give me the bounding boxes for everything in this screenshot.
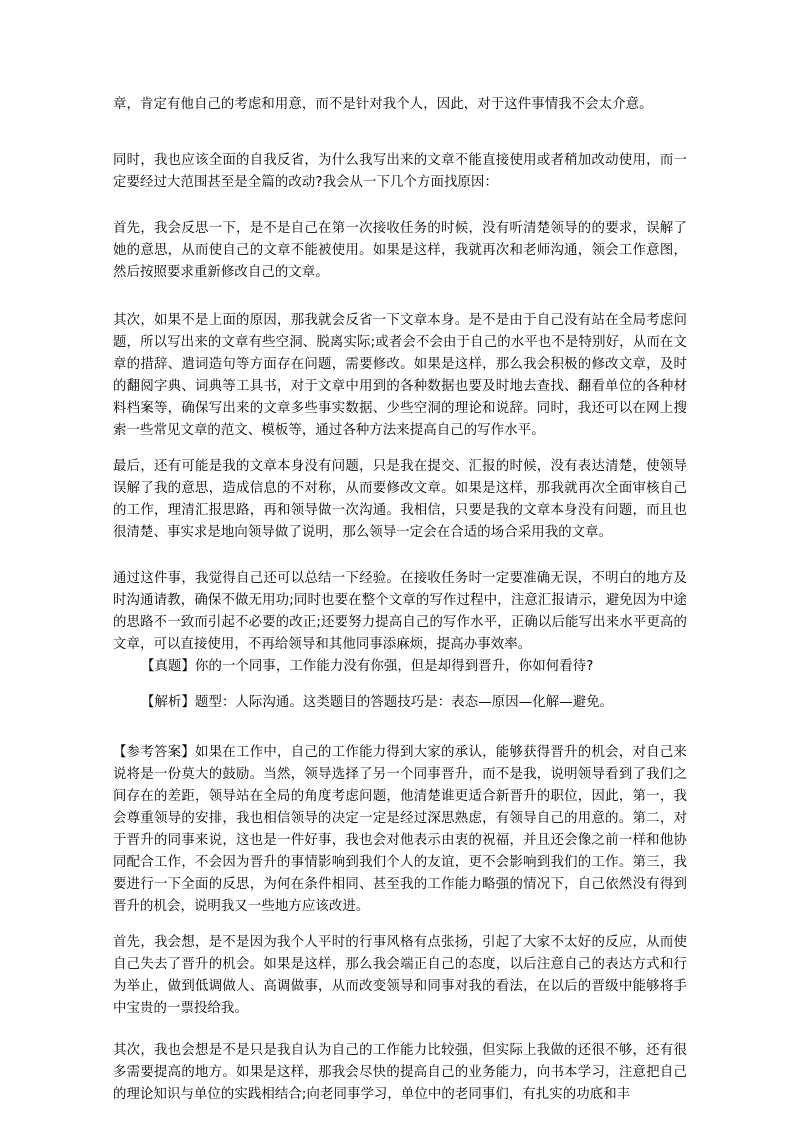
reference-answer: 【参考答案】如果在工作中，自己的工作能力得到大家的承认，能够获得晋升的机会，对自己来说将是一份莫大的鼓励。当然，领导选择了另一个同事晋升，而不是我，说明领导看到了我们之间存在的差距，领导站在全局的角度考虑问题，他清楚谁更适合新晋升的职位，因此，第一，我会尊重领导的安排，我也相信领导的决定一定是经过深思熟虑，有领导自己的用意的。第二，对于晋升的同事来说，这也是一件好事，我也会对他表示由衷的祝福，并且还会像之前一样和他协同配合工作，不会因为晋升的事情影响到我们个人的友谊，更不会影响到我们的工作。第三，我要进行一下全面的反思，为何在条件相同、甚至我的工作能力略强的情况下，自己依然没有得到晋升的机会，说明我又一些地方应该改进。 xyxy=(113,745,687,914)
paragraph-self-reflection: 同时，我也应该全面的自我反省，为什么我写出来的文章不能直接使用或者稍加改动使用，而一定要经过大范围甚至是全篇的改动?我会从一下几个方面找原因： xyxy=(113,153,687,190)
paragraph-first-thought: 首先，我会想，是不是因为我个人平时的行事风格有点张扬，引起了大家不太好的反应，从而使自己失去了晋升的机会。如果是这样，那么我会端正自己的态度，以后注意自己的表达方式和行为举止，做到低调做人、高调做事，从而改变领导和同事对我的看法，在以后的晋级中能够将手中宝贵的一票投给我。 xyxy=(113,935,687,1016)
paragraph-second-thought: 其次，我也会想是不是只是我自认为自己的工作能力比较强，但实际上我做的还很不够，还有很多需要提高的地方。如果是这样，那我会尽快的提高自己的业务能力，向书本学习，注意把自己的理论知识与单位的实践相结合;向老同事学习，单位中的老同事们，有扎实的功底和丰 xyxy=(113,1043,687,1102)
paragraph-second-reason: 其次，如果不是上面的原因，那我就会反省一下文章本身。是不是由于自己没有站在全局考虑问题，所以写出来的文章有些空洞、脱离实际;或者会不会由于自己的水平也不是特别好，从而在文章的措辞、遣词造句等方面存在问题，需要修改。如果是这样，那么我会积极的修改文章，及时的翻阅字典、词典等工具书，对于文章中用到的各种数据也要及时地去查找、翻看单位的各种材料档案等，确保写出来的文章多些事实数据、少些空洞的理论和说辞。同时，我还可以在网上搜索一些常见文章的范文、模板等，通过各种方法来提高自己的写作水平。 xyxy=(113,313,687,438)
paragraph-last-reason: 最后，还有可能是我的文章本身没有问题，只是我在提交、汇报的时候，没有表达清楚，使领导误解了我的意思，造成信息的不对称，从而要修改文章。如果是这样，那我就再次全面审核自己的工作，理清汇报思路，再和领导做一次沟通。我相信，只要是我的文章本身没有问题，而且也很清楚、事实求是地向领导做了说明，那么领导一定会在合适的场合采用我的文章。 xyxy=(113,459,687,540)
analysis-line: 【解析】题型：人际沟通。这类题目的答题技巧是：表态—原因—化解—避免。 xyxy=(141,695,614,710)
paragraph-continuation: 章，肯定有他自己的考虑和用意，而不是针对我个人，因此，对于这件事情我不会太介意。 xyxy=(113,97,653,112)
question-title: 【真题】你的一个同事，工作能力没有你强，但是却得到晋升，你如何看待? xyxy=(141,659,594,674)
paragraph-first-reason: 首先，我会反思一下，是不是自己在第一次接收任务的时候，没有听清楚领导的的要求，误解了她的意思，从而使自己的文章不能被使用。如果是这样，我就再次和老师沟通，领会工作意图，然后按照要求重新修改自己的文章。 xyxy=(113,221,687,280)
paragraph-summary: 通过这件事，我觉得自己还可以总结一下经验。在接收任务时一定要准确无误，不明白的地方及时沟通请教，确保不做无用功;同时也要在整个文章的写作过程中，注意汇报请示，避免因为中途的思路不一致而引起不必要的改正;还要努力提高自己的写作水平，正确以后能写出来水平更高的文章，可以直接使用，不再给领导和其他同事添麻烦，提高办事效率。 xyxy=(113,571,687,652)
